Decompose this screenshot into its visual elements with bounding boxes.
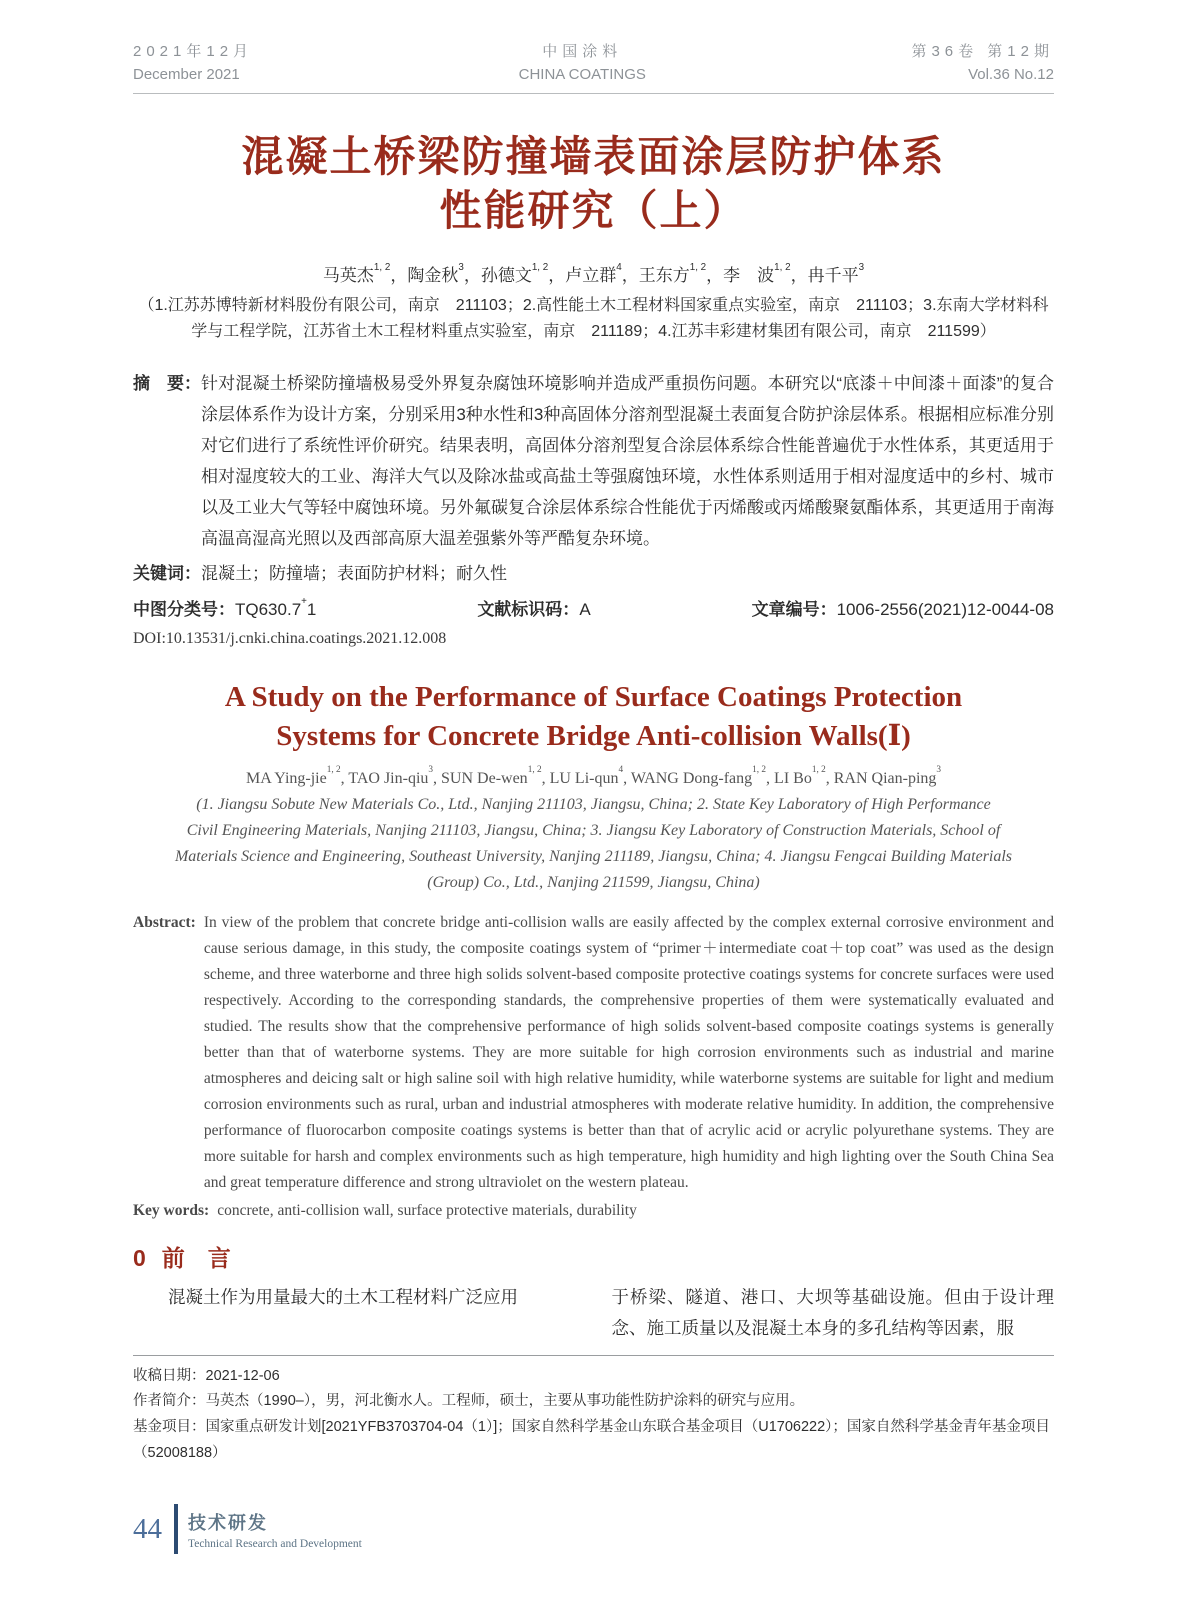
issue-en: Vol.36 No.12: [968, 66, 1054, 84]
page-number: 44: [133, 1512, 162, 1545]
running-head-journal: [519, 40, 646, 87]
article-title-en: [133, 678, 1054, 756]
footer-column-zh: 技术研发: [188, 1512, 268, 1533]
article-title-en-line2: Systems for Concrete Bridge Anti-collision Walls(Ⅰ): [276, 719, 911, 752]
section-heading-preface: [133, 1240, 1054, 1273]
journal-name-en: CHINA COATINGS: [518, 66, 646, 84]
article-title-zh: [133, 130, 1054, 239]
issue-zh: 第36卷 第12期: [911, 43, 1054, 60]
footnote-fund-value: 国家重点研发计划[2021YFB3703704-04（1）]；国家自然科学基金山东联合基金项目（U1706222）；国家自然科学基金青年基金项目（52008188）: [133, 1419, 1050, 1461]
article-number-label: 文章编号：: [751, 599, 837, 619]
abstract-zh-label: 摘 要：: [133, 374, 201, 394]
article-number: [752, 595, 1054, 620]
doi: DOI:10.13531/j.cnki.china.coatings.2021.12.008: [133, 629, 447, 647]
document-code-value: A: [579, 599, 591, 619]
abstract-en-label: Abstract:: [133, 913, 196, 931]
footer-divider-bar: [174, 1504, 178, 1554]
journal-name-zh: 中国涂料: [542, 43, 623, 60]
abstract-zh-text: 针对混凝土桥梁防撞墙极易受外界复杂腐蚀环境影响并造成严重损伤问题。本研究以“底漆＋中间漆＋面漆”的复合涂层体系作为设计方案，分别采用3种水性和3种高固体分溶剂型混凝土表面复合防护涂层体系。根据相应标准分别对它们进行了系统性评价研究。结果表明，高固体分溶剂型复合涂层体系综合性能普遍优于水性体系，其更适用于相对湿度较大的工业、海洋大气以及除冰盐或高盐土等强腐蚀环境，水性体系则适用于相对湿度适中的乡村、城市以及工业大气等轻中腐蚀环境。另外氟碳复合涂层体系综合性能优于丙烯酸或丙烯酸聚氨酯体系，其更适用于南海高温高湿高光照以及西部高原大温差强紫外等严酷复杂环境。: [201, 374, 1054, 549]
keywords-zh: [133, 559, 1054, 590]
meta-row: [133, 595, 1054, 620]
keywords-zh-label: 关键词：: [133, 564, 201, 584]
page-footer: [133, 1504, 362, 1554]
zh-authors: 马英杰$^{1, 2}$，陶金秋$^3$，孙德文$^{1, 2}$，卢立群$^4$，王东方$^{1, 2}$，李 波$^{1, 2}$，冉千平$^3$: [322, 261, 865, 285]
running-head-issue: [911, 40, 1054, 87]
footnote-bio: [133, 1389, 1054, 1415]
body-column-left: 混凝土作为用量最大的土木工程材料广泛应用: [168, 1287, 518, 1308]
article-title-en-line1: A Study on the Performance of Surface Coatings Protection: [224, 680, 963, 713]
document-code: [477, 595, 590, 620]
en-affiliations: (1. Jiangsu Sobute New Materials Co., Ltd., Nanjing 211103, Jiangsu, China; 2. State Key Laboratory of High Performance Civil Engineering Materials, Nanjing 211103, Jiangsu, China; 3. Jiangsu Key Laboratory of Construction Materials, School of Materials Science and Engineering, Southeast University, Nanjing 211189, Jiangsu, China; 4. Jiangsu Fengcai Building Materials (Group) Co., Ltd., Nanjing 211599, Jiangsu, China): [174, 795, 1013, 891]
abstract-zh: [133, 369, 1054, 555]
document-code-label: 文献标识码：: [477, 599, 580, 619]
footnote-bio-label: 作者简介：: [133, 1393, 206, 1410]
clc-number: [133, 595, 316, 620]
clc-value: TQ630.7: [235, 599, 302, 619]
running-head-date: [133, 40, 253, 87]
running-head: [133, 40, 1054, 94]
footnote-divider: [133, 1355, 1054, 1356]
keywords-en-text: concrete, anti-collision wall, surface protective materials, durability: [217, 1201, 637, 1219]
footer-column-en: Technical Research and Development: [188, 1537, 362, 1550]
footer-column-name: [188, 1509, 362, 1550]
body-columns: [133, 1282, 1054, 1344]
clc-label: 中图分类号：: [133, 599, 235, 619]
keywords-zh-text: 混凝土；防撞墙；表面防护材料；耐久性: [201, 564, 507, 584]
keywords-en: [133, 1198, 1054, 1224]
footnote-received-value: 2021-12-06: [205, 1367, 280, 1384]
body-column-right: 于桥梁、隧道、港口、大坝等基础设施。但由于设计理念、施工质量以及混凝土本身的多孔结构等因素，服: [611, 1287, 1054, 1339]
footnote-bio-value: 马英杰（1990–），男，河北衡水人。工程师，硕士，主要从事功能性防护涂料的研究与应用。: [205, 1393, 805, 1410]
date-en: December 2021: [133, 66, 240, 84]
article-title-zh-line2: 性能研究（上）: [439, 187, 748, 235]
article-number-value: 1006-2556(2021)12-0044-08: [836, 599, 1054, 619]
article-title-zh-line1: 混凝土桥梁防撞墙表面涂层防护体系: [241, 132, 946, 180]
en-authors: MA Ying-jie$^{1, 2}$, TAO Jin-qiu$^3$, SUN De-wen$^{1, 2}$, LU Li-qun$^4$, WANG Dong-fang$^{1, 2}$, LI Bo$^{1, 2}$, RAN Qian-ping$^3$: [245, 765, 942, 787]
keywords-en-label: Key words:: [133, 1201, 210, 1219]
abstract-en: [133, 910, 1054, 1196]
footnote-received: [133, 1364, 1054, 1390]
footnote: [133, 1364, 1054, 1467]
zh-affiliations: （1.江苏苏博特新材料股份有限公司，南京 211103；2.高性能土木工程材料国家重点实验室，南京 211103；3.东南大学材料科 学与工程学院，江苏省土木工程材料重点实验室，南京 211189；4.江苏丰彩建材集团有限公司，南京 211599）: [138, 296, 1049, 341]
clc-tail: 1: [306, 599, 317, 619]
abstract-en-text: In view of the problem that concrete bridge anti-collision walls are easily affected by the complex external corrosive environment and cause serious damage, in this study, the composite coatings system of “primer＋intermediate coat＋top coat” was used as the design scheme, and three waterborne and three high solids solvent-based composite protective coatings systems for concrete surfaces were used respectively. According to the corresponding standards, the comprehensive properties of them were systematically evaluated and studied. The results show that the comprehensive performance of high solids solvent-based composite coatings systems is generally better than that of waterborne systems. They are more suitable for high corrosion environments such as industrial and marine atmospheres and deicing salt or high saline soil with high relative humidity, while waterborne systems are suitable for light and medium corrosion environments such as rural, urban and industrial atmospheres with moderate relative humidity. In addition, the comprehensive performance of fluorocarbon composite coatings systems is better than that of acrylic acid or acrylic polyurethane systems. They are more suitable for harsh and complex environments such as high temperature, high humidity and high lighting over the South China Sea and great temperature difference and strong ultraviolet on the western plateau.: [203, 913, 1054, 1191]
section-number: 0: [133, 1245, 146, 1272]
footnote-received-label: 收稿日期：: [133, 1367, 206, 1384]
footnote-fund-label: 基金项目：: [133, 1419, 206, 1436]
footnote-fund: [133, 1415, 1054, 1467]
section-title: 前 言: [161, 1245, 231, 1272]
date-zh: 2021年12月: [133, 43, 254, 60]
clc-sup: +: [301, 595, 307, 607]
